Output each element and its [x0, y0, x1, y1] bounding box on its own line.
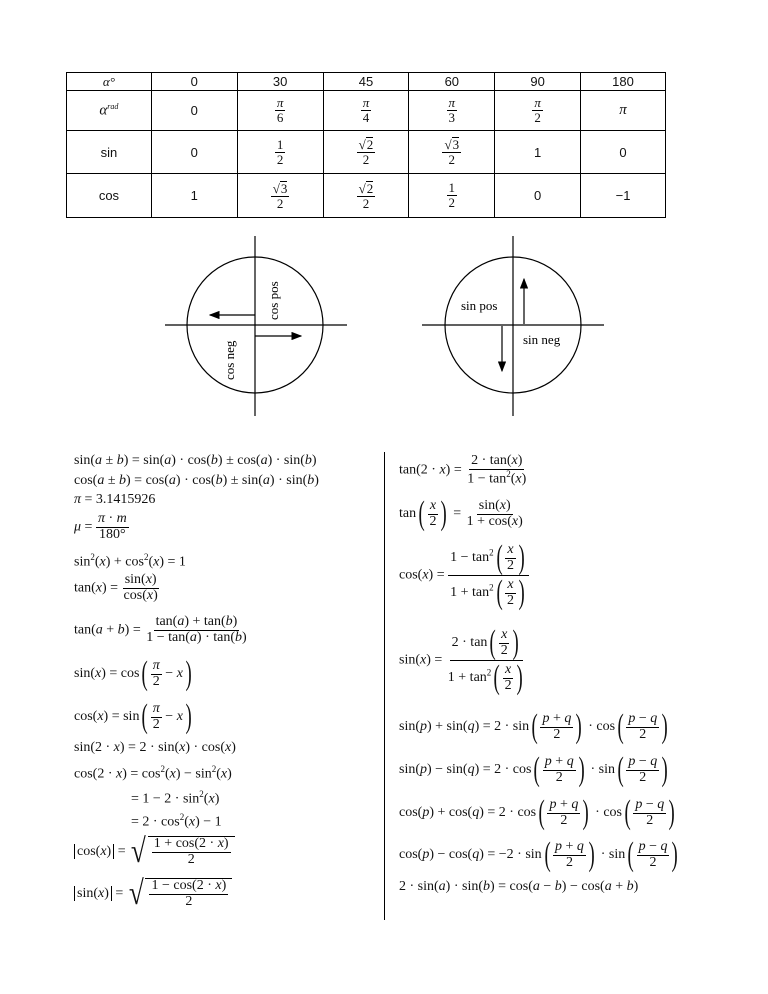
table-cell: 0	[581, 131, 666, 174]
table-cell: $\frac{\pi}{6}$	[237, 91, 323, 131]
formula-abs-sin-half: sin(x) = √ $\frac{1 - \cos(2 \cdot x)}{2}$	[74, 877, 232, 911]
formula-mu: μ = $\frac{\pi \cdot m}{180^\circ}$	[74, 511, 127, 542]
row-label-cos: cos	[67, 174, 152, 218]
table-cell: 0	[151, 131, 237, 174]
table-cell: $\frac{\pi}{2}$	[495, 91, 581, 131]
table-cell: 0	[151, 91, 237, 131]
formula-sin-diff-to-product: sin(p) − sin(q) = 2 · cos( $\frac{p + q}{2}$ ) · sin( $\frac{p - q}{2}$ )	[399, 751, 669, 788]
formula-sin-sum: sin(a ± b) = sin(a) · cos(b) ± cos(a) · sin(b)	[74, 453, 317, 468]
formula-cos-cofunction: cos(x) = sin( $\frac{\pi}{2}$ − x)	[74, 698, 192, 735]
formula-tan-half: tan( $\frac{x}{2}$ ) = $\frac{\sin(x)}{1 + \cos(x)}$	[399, 495, 523, 532]
table-cell: π	[581, 91, 666, 131]
table-cell: 45	[323, 73, 409, 91]
table-cell: $\frac{√2}{2}$	[323, 174, 409, 218]
table-row-sin	[67, 131, 666, 174]
table-cell: $\frac{\pi}{3}$	[409, 91, 495, 131]
cos-sign-circle	[165, 236, 347, 416]
formula-pythagorean: $\sin^2(x) + \cos^2(x) = 1$	[74, 552, 186, 570]
table-cell: 90	[495, 73, 581, 91]
table-cell: $\frac{1}{2}$	[237, 131, 323, 174]
row-label-radians: $\alpha^{rad}$	[67, 91, 152, 131]
table-cell: $\frac{√2}{2}$	[323, 131, 409, 174]
table-cell: $\frac{\pi}{4}$	[323, 91, 409, 131]
formula-sin-cofunction: sin(x) = cos( $\frac{\pi}{2}$ − x)	[74, 655, 192, 692]
column-divider	[384, 452, 385, 920]
formula-cos-double-alt1: = $1 - 2 \cdot \sin^2(x)$	[131, 789, 220, 807]
table-cell: 180	[581, 73, 666, 91]
formula-cos-double: $\cos(2 \cdot x) = \cos^2(x) - \sin^2(x)$	[74, 764, 232, 782]
row-label-sin: sin	[67, 131, 152, 174]
formula-sin-weierstrass: sin(x) = 2 · tan( $\frac{x}{2}$ ) $1 + \tan^2$( $\frac{x}{2}$ )	[399, 624, 523, 696]
formula-pi: π = 3.1415926	[74, 492, 156, 507]
formula-tan-double: tan(2 · x) = $\frac{2 \cdot \tan(x)}{1 - \tan^2(x)}$	[399, 453, 527, 487]
table-cell: 0	[151, 73, 237, 91]
sin-sign-circle	[422, 236, 604, 416]
table-cell: $\frac{√3}{2}$	[409, 131, 495, 174]
cos-pos-label: cos pos	[266, 281, 281, 320]
formula-tan-sum: tan(a + b) = $\frac{\tan(a) + \tan(b)}{1 - \tan(a) \cdot \tan(b)}$	[74, 614, 247, 645]
angle-value-table	[66, 72, 666, 218]
table-row-degrees	[67, 73, 666, 91]
formula-sin-double: sin(2 · x) = 2 · sin(x) · cos(x)	[74, 740, 236, 755]
table-cell: $\frac{1}{2}$	[409, 174, 495, 218]
unit-circle-diagrams	[160, 232, 610, 422]
formula-product-to-sum: 2 · sin(a) · sin(b) = cos(a − b) − cos(a + b)	[399, 879, 639, 894]
table-cell: 1	[151, 174, 237, 218]
formula-cos-weierstrass: cos(x) = $1 - \tan^2$( $\frac{x}{2}$ ) $1 + \tan^2$( $\frac{x}{2}$ )	[399, 541, 529, 610]
table-cell: 30	[237, 73, 323, 91]
table-cell: 0	[495, 174, 581, 218]
formula-cos-diff-to-product: cos(p) − cos(q) = −2 · sin( $\frac{p + q}{2}$ ) · sin( $\frac{p - q}{2}$ )	[399, 836, 679, 873]
formula-cos-sum-to-product: cos(p) + cos(q) = 2 · cos( $\frac{p + q}{2}$ ) · cos( $\frac{p - q}{2}$ )	[399, 794, 676, 831]
table-cell: −1	[581, 174, 666, 218]
formula-sin-sum-to-product: sin(p) + sin(q) = 2 · sin( $\frac{p + q}{2}$ ) · cos( $\frac{p - q}{2}$ )	[399, 708, 669, 745]
table-cell: 1	[495, 131, 581, 174]
formula-abs-cos-half: cos(x) = √ $\frac{1 + \cos(2 \cdot x)}{2}$	[74, 835, 235, 869]
table-cell: 60	[409, 73, 495, 91]
row-label-degrees: α°	[67, 73, 152, 91]
formula-cos-double-alt2: = $2 \cdot \cos^2(x) - 1$	[131, 812, 222, 830]
table-row-radians	[67, 91, 666, 131]
formula-tan: tan(x) = $\frac{\sin(x)}{\cos(x)}$	[74, 572, 158, 603]
table-row-cos	[67, 174, 666, 218]
table-cell: $\frac{√3}{2}$	[237, 174, 323, 218]
sin-pos-label: sin pos	[461, 298, 498, 313]
sin-neg-label: sin neg	[523, 332, 561, 347]
formula-cos-sum: cos(a ± b) = cos(a) · cos(b) ± sin(a) · sin(b)	[74, 473, 319, 488]
cos-neg-label: cos neg	[222, 340, 237, 380]
